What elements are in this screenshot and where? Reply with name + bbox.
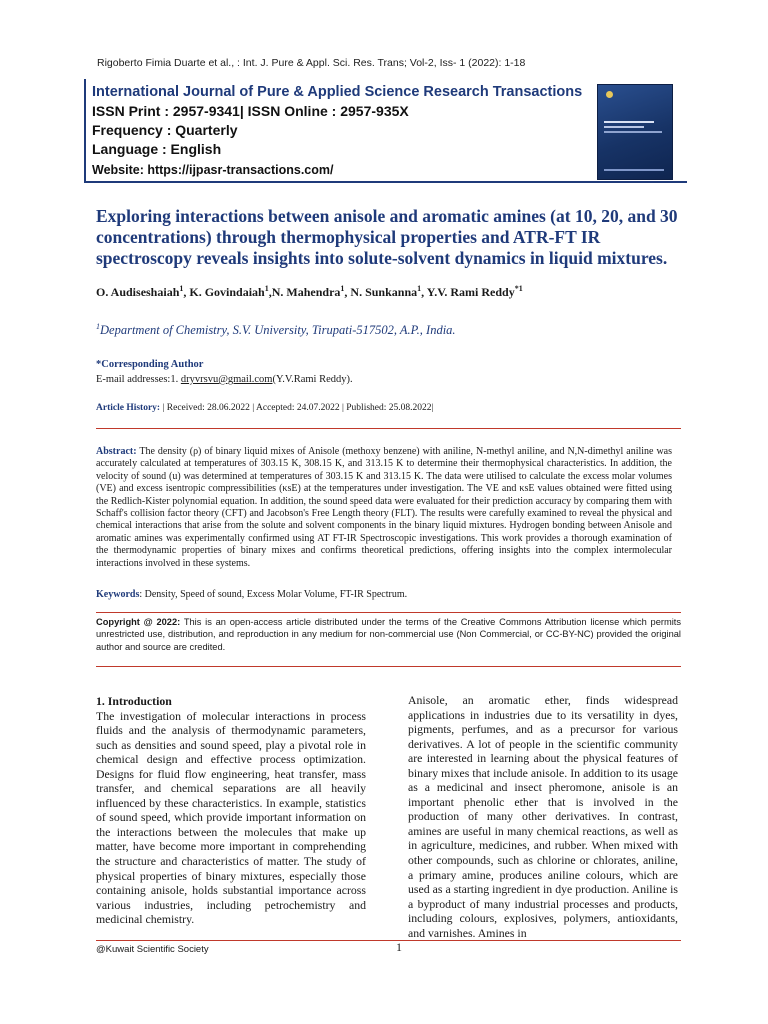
keywords: Keywords: Density, Speed of sound, Excess Molar Volume, FT-IR Spectrum. [96, 589, 408, 600]
paragraph: The investigation of molecular interactions in process fluids and the analysis of thermodynamic parameters, such as densities and sound speed, play a pivotal role in chemical design and effective process optimization. Designs for fluid flow engineering, heat transfer, mass transfer, and chemical separations are all heavily influenced by these characteristics. In example, statistics of sound speed, which provide important information on the interactions between the molecules that make up matter, have become more important in comprehending the structure and characteristics of matter. The study of physical properties of binary mixtures, especially those containing anisole, holds substantial importance across various industries, including petrochemistry and medicinal chemistry. [96, 708, 366, 927]
footer-society: @Kuwait Scientific Society [96, 944, 209, 955]
body-column-right [408, 693, 678, 940]
divider [96, 666, 681, 667]
corresponding-author-label: *Corresponding Author [96, 359, 204, 370]
running-head: Rigoberto Fimia Duarte et al., : Int. J. Pure & Appl. Sci. Res. Trans; Vol-2, Iss- 1 (2022): 1-18 [97, 57, 526, 69]
journal-frequency: Frequency : Quarterly [92, 122, 238, 138]
paragraph: Anisole, an aromatic ether, finds widespread applications in industries due to its versatility in dyes, pigments, perfumes, and as a precursor for various derivatives. A lot of people in the scientific community are interested in learning about the physical features of binary mixes that include anisole. In addition to its usage as a medicinal and insect pheromone, anisole is an important phenolic ether that is involved in the production of many other derivatives. In contrast, amines are useful in many chemical reactions, as well as in agriculture, medicines, and rubber. When mixed with other compounds, such as chlorine or chlorates, aniline, a primary amine, produces aniline colours, which are used as a starting ingredient in dye production. Aniline is a byproduct of many industrial processes and products, including colours, explosives, polymers, antioxidants, and varnishes. Amines in [408, 693, 678, 940]
copyright-label: Copyright @ 2022: [96, 617, 181, 627]
keywords-label: Keywords [96, 589, 140, 600]
journal-language: Language : English [92, 141, 222, 157]
divider [96, 612, 681, 613]
article-history-label: Article History: [96, 403, 161, 413]
body-column-left [96, 694, 366, 927]
article-history: Article History: | Received: 28.06.2022 | Accepted: 24.07.2022 | Published: 25.08.2022| [96, 403, 434, 413]
journal-info [92, 83, 582, 180]
abstract-label: Abstract: [96, 446, 137, 457]
journal-cover-image [597, 84, 673, 180]
email-link[interactable]: dryvrsvu@gmail.com [180, 374, 273, 385]
copyright-notice: Copyright @ 2022: This is an open-access article distributed under the terms of the Creative Commons Attribution license which permits unrestricted use, distribution, and reproduction in any medium for non-commercial use (Non Commercial, or CC-BY-NC) provided the original author and source are credited. [96, 617, 682, 652]
author: Y.V. Rami Reddy [426, 285, 515, 299]
paper-title: Exploring interactions between anisole and aromatic amines (at 10, 20, and 30 concentrations) through thermophysical properties and ATR-FT IR spectroscopy reveals insights into solute-solvent dynamics in liquid mixtures. [96, 206, 678, 268]
affiliation: $^1$Department of Chemistry, S.V. University, Tirupati-517502, A.P., India. [96, 322, 456, 338]
author: N. Sunkanna [350, 285, 418, 299]
journal-name: International Journal of Pure & Applied Science Research Transactions [92, 84, 583, 100]
author: O. Audiseshaiah [96, 285, 180, 299]
section-heading: 1. Introduction [96, 694, 172, 708]
journal-issn: ISSN Print : 2957-9341| ISSN Online : 2957-935X [92, 103, 409, 119]
page-number: 1 [396, 940, 402, 954]
journal-website[interactable]: Website: https://ijpasr-transactions.com/ [92, 163, 334, 177]
footer-divider [96, 940, 681, 941]
email-line: E-mail addresses:1. dryvrsvu@gmail.com(Y.V.Rami Reddy). [96, 374, 353, 385]
author: K. Govindaiah [189, 285, 265, 299]
author: N. Mahendra [271, 285, 341, 299]
author-list: O. Audiseshaiah$^1$, K. Govindaiah$^1$,N. Mahendra$^1$, N. Sunkanna$^1$, Y.V. Rami Reddy$^{*1}$ [96, 284, 523, 299]
divider [96, 428, 681, 429]
abstract: Abstract: The density (ρ) of binary liquid mixes of Anisole (methoxy benzene) with aniline, N-methyl aniline, and N,N-dimethyl aniline was accurately calculated at temperatures of 303.15 K, 308.15 K, and 313.15 K to determine their thermophysical characteristics. In addition, the velocity of sound (u) was determined at temperatures of 303.15 K and 313.15 K. The data were utilised to calculate the excess molar volumes (VE) and excess isentropic compressibilities (κsE) at the temperatures under investigation. The VE and κsE values obtained were fitted using the Redlich-Kister polynomial equation. In addition, the sound speed data were evaluated for their prediction accuracy by comparing them with Schaff's collision factor theory (CFT) and Jacobson's Free Length theory (FLT). The results were carefully examined to reveal the physical and chemical interactions that arise from the solute and solvent components in the binary liquid mixtures. Hydrogen bonding between Anisole and aromatic amines was experimentally confirmed using AT FT-IR Spectroscopic investigations. This work provides a thorough examination of the thermodynamic properties of binary mixes and confirms theoretical predictions, offering insights into the complex intermolecular interactions involved in these systems. [96, 446, 672, 569]
